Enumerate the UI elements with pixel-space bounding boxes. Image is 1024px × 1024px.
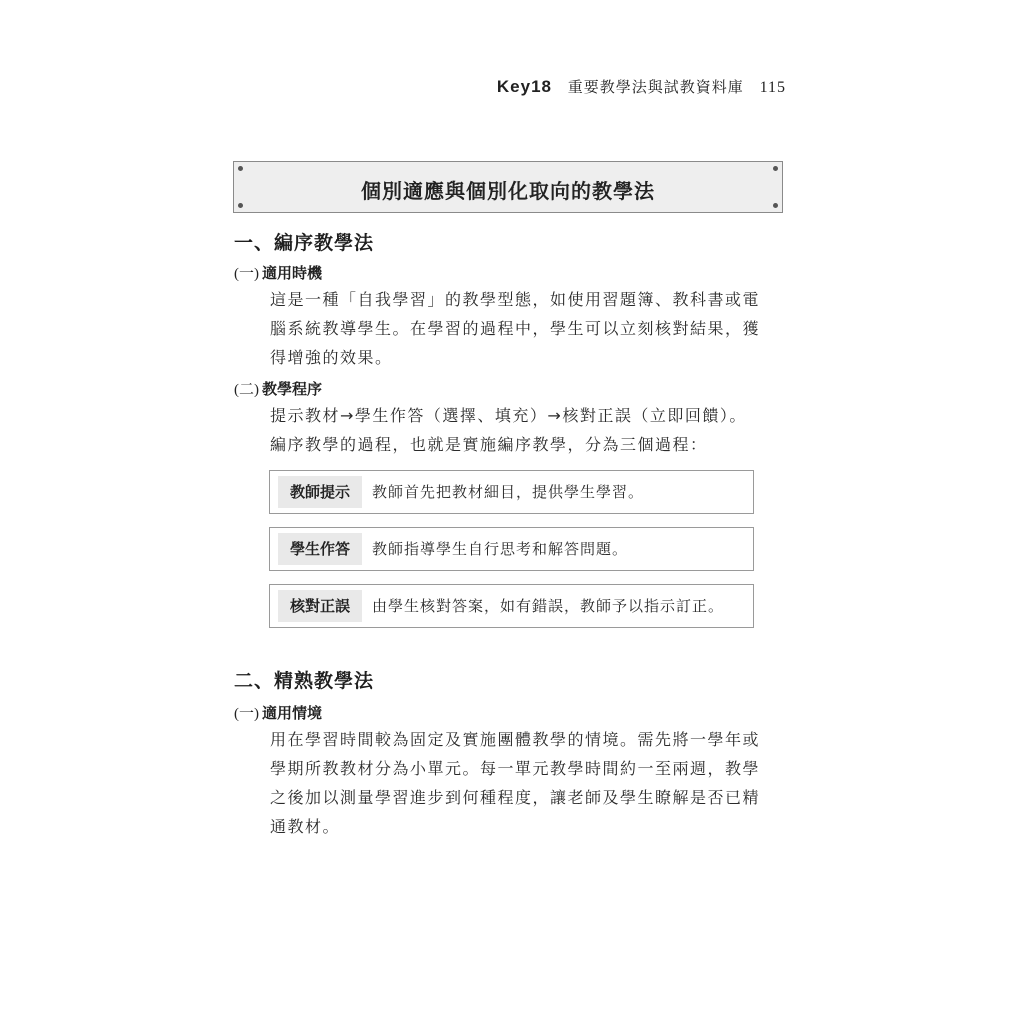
- paragraph-line: 之後加以測量學習進步到何種程度，讓老師及學生瞭解是否已精: [270, 788, 761, 807]
- page-title: 個別適應與個別化取向的教學法: [361, 179, 655, 203]
- paragraph: [270, 725, 790, 841]
- step-box: [269, 584, 754, 628]
- subsection-number: (一): [234, 706, 259, 722]
- paragraph-line: 用在學習時間較為固定及實施團體教學的情境。需先將一學年或: [270, 730, 761, 749]
- paragraph-line: 提示教材→學生作答（選擇、填充）→核對正誤（立即回饋）。: [270, 406, 747, 425]
- key-number: Key18: [496, 77, 553, 96]
- step-label: 核對正誤: [278, 590, 362, 622]
- step-label: 教師提示: [278, 476, 362, 508]
- paragraph-line: 編序教學的過程，也就是實施編序教學，分為三個過程：: [270, 435, 708, 454]
- subsection-heading: [234, 378, 322, 399]
- subsection-heading: [234, 702, 322, 723]
- paragraph-line: 腦系統教導學生。在學習的過程中，學生可以立刻核對結果，獲: [270, 319, 761, 338]
- subsection-label: 教學程序: [262, 380, 323, 398]
- paragraph-line: 得增強的效果。: [270, 348, 393, 367]
- subsection-heading: [234, 262, 322, 283]
- running-header: [497, 76, 786, 97]
- paragraph-line: 通教材。: [270, 817, 341, 836]
- step-description: 由學生核對答案，如有錯誤，教師予以指示訂正。: [372, 597, 725, 615]
- paragraph-line: 學期所教教材分為小單元。每一單元教學時間約一至兩週，教學: [270, 759, 761, 778]
- section-heading: 二、精熟教學法: [234, 670, 375, 692]
- step-box: [269, 470, 754, 514]
- paragraph-line: 這是一種「自我學習」的教學型態，如使用習題簿、教科書或電: [270, 290, 761, 309]
- step-description: 教師首先把教材細目，提供學生學習。: [372, 483, 645, 501]
- chapter-title: 重要教學法與試教資料庫: [567, 78, 744, 96]
- step-box: [269, 527, 754, 571]
- page-number: 115: [759, 79, 786, 96]
- step-description: 教師指導學生自行思考和解答問題。: [372, 540, 629, 558]
- paragraph: [270, 285, 790, 372]
- corner-dot-icon: [238, 166, 243, 171]
- title-banner: [233, 161, 783, 213]
- subsection-number: (二): [234, 382, 259, 398]
- subsection-number: (一): [234, 266, 259, 282]
- section-heading: 一、編序教學法: [234, 232, 375, 254]
- step-label: 學生作答: [278, 533, 362, 565]
- subsection-label: 適用時機: [262, 264, 323, 282]
- corner-dot-icon: [773, 166, 778, 171]
- paragraph: [270, 401, 790, 459]
- subsection-label: 適用情境: [262, 704, 323, 722]
